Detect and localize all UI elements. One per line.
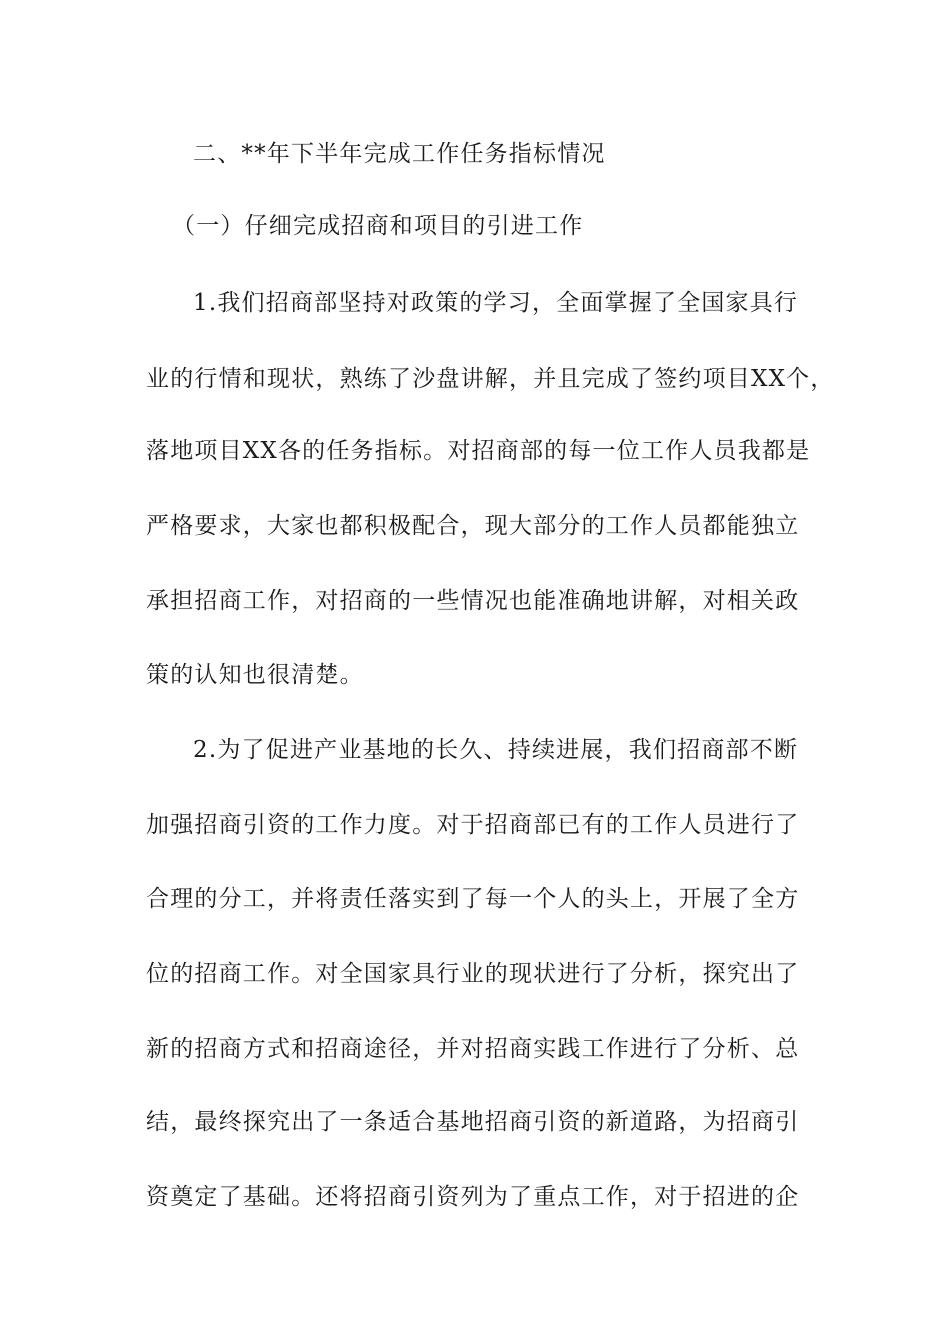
- subsection-heading: （一）仔细完成招商和项目的引进工作: [172, 213, 584, 239]
- paragraph-line: 策的认知也很清楚。: [146, 662, 364, 688]
- paragraph-line: 资奠定了基础。还将招商引资列为了重点工作，对于招进的企: [146, 1184, 800, 1210]
- paragraph-line: 严格要求，大家也都积极配合，现大部分的工作人员都能独立: [146, 513, 800, 539]
- section-heading: 二、**年下半年完成工作任务指标情况: [193, 141, 606, 167]
- paragraph-line: 新的招商方式和招商途径，并对招商实践工作进行了分析、总: [146, 1036, 800, 1062]
- paragraph-line: 落地项目XX各的任务指标。对招商部的每一位工作人员我都是: [146, 438, 811, 464]
- paragraph-line: 合理的分工，并将责任落实到了每一个人的头上，开展了全方: [146, 886, 800, 912]
- paragraph-line: 承担招商工作，对招商的一些情况也能准确地讲解，对相关政: [146, 588, 800, 614]
- paragraph-line: 业的行情和现状，熟练了沙盘讲解，并且完成了签约项目XX个，: [146, 366, 835, 392]
- paragraph-line: 1.我们招商部坚持对政策的学习，全面掌握了全国家具行: [193, 290, 799, 316]
- paragraph-line: 位的招商工作。对全国家具行业的现状进行了分析，探究出了: [146, 961, 800, 987]
- paragraph-line: 加强招商引资的工作力度。对于招商部已有的工作人员进行了: [146, 812, 800, 838]
- paragraph-line: 2.为了促进产业基地的长久、持续进展，我们招商部不断: [193, 737, 799, 763]
- paragraph-line: 结，最终探究出了一条适合基地招商引资的新道路，为招商引: [146, 1109, 800, 1135]
